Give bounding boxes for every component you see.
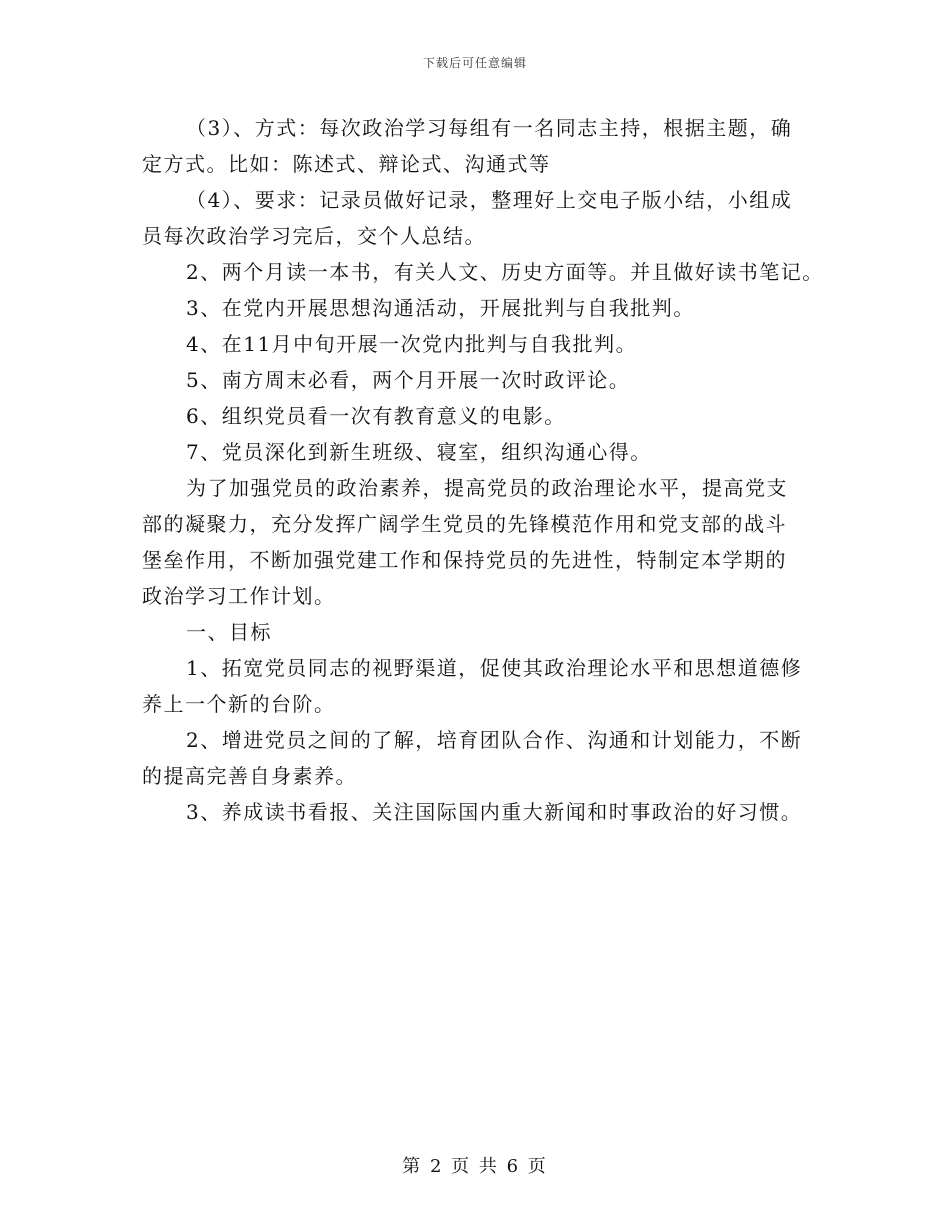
text-line: 3、在党内开展思想沟通活动，开展批判与自我批判。	[186, 296, 695, 320]
document-body	[142, 110, 822, 830]
text-line: 政治学习工作计划。	[142, 584, 336, 608]
text-line: 员每次政治学习完后，交个人总结。	[142, 224, 486, 248]
text-line: 2、两个月读一本书，有关人文、历史方面等。并且做好读书笔记。	[186, 260, 824, 284]
text-line: 1、拓宽党员同志的视野渠道，促使其政治理论水平和思想道德修	[186, 656, 803, 680]
text-line: 部的凝聚力，充分发挥广阔学生党员的先锋模范作用和党支部的战斗	[142, 512, 787, 536]
page-number: 第 2 页 共 6 页	[402, 1156, 548, 1177]
text-line: 5、南方周末必看，两个月开展一次时政评论。	[186, 368, 631, 392]
text-line: 定方式。比如：陈述式、辩论式、沟通式等	[142, 152, 551, 176]
text-line: 2、增进党员之间的了解，培育团队合作、沟通和计划能力，不断	[186, 728, 803, 752]
text-line: （4）、要求：记录员做好记录，整理好上交电子版小结，小组成	[186, 188, 793, 212]
text-line: 为了加强党员的政治素养，提高党员的政治理论水平，提高党支	[186, 476, 788, 500]
text-line: 3、养成读书看报、关注国际国内重大新闻和时事政治的好习惯。	[186, 800, 803, 824]
text-line: 7、党员深化到新生班级、寝室，组织沟通心得。	[186, 440, 652, 464]
text-line: 的提高完善自身素养。	[142, 764, 357, 788]
text-line: 4、在11月中旬开展一次党内批判与自我批判。	[186, 332, 638, 356]
section-heading: 一、目标	[186, 620, 272, 644]
header-note: 下载后可任意编辑	[422, 56, 527, 70]
text-line: （3）、方式：每次政治学习每组有一名同志主持，根据主题，确	[186, 116, 793, 140]
text-line: 养上一个新的台阶。	[142, 692, 336, 716]
text-line: 6、组织党员看一次有教育意义的电影。	[186, 404, 566, 428]
text-line: 堡垒作用，不断加强党建工作和保持党员的先进性，特制定本学期的	[142, 548, 787, 572]
